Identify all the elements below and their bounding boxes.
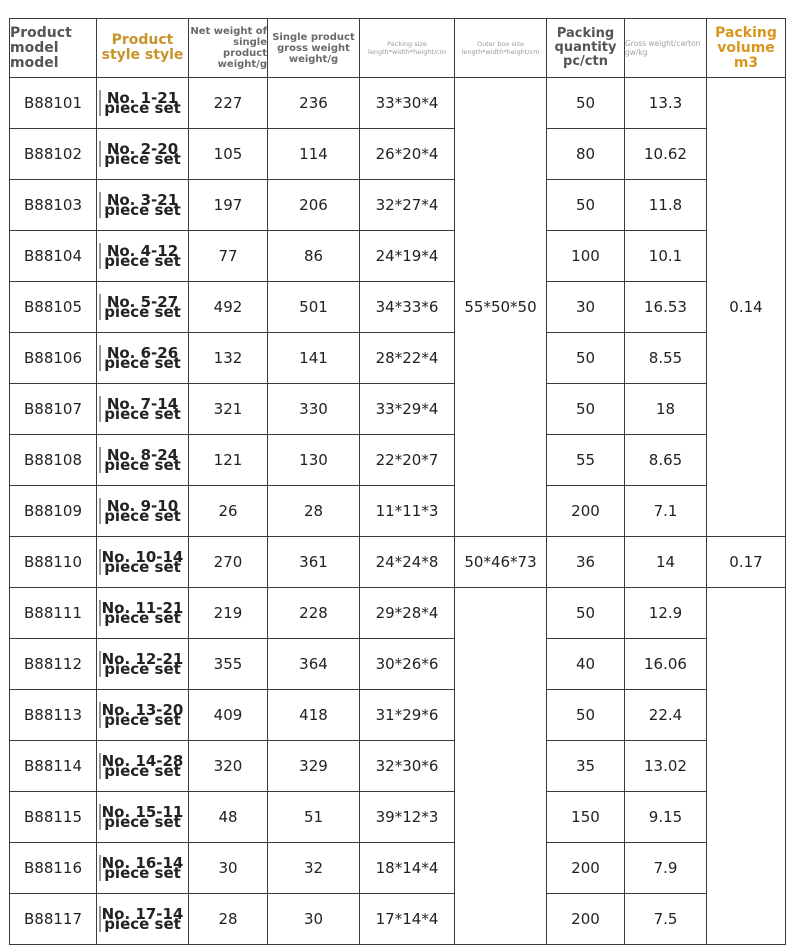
table-row xyxy=(10,486,786,537)
style-label: No. 1-21 piece set xyxy=(104,89,181,117)
gross-weight-carton-cell: 14 xyxy=(625,537,707,588)
table-row xyxy=(10,843,786,894)
packing-size-cell: 33*29*4 xyxy=(360,384,455,435)
table-row xyxy=(10,231,786,282)
outer-box-size-cell: 50*46*73 xyxy=(455,537,547,588)
table-row xyxy=(10,741,786,792)
packing-quantity-cell: 35 xyxy=(547,741,625,792)
packing-size-cell: 31*29*6 xyxy=(360,690,455,741)
product-style-cell xyxy=(97,129,189,180)
gross-weight-carton-cell: 10.62 xyxy=(625,129,707,180)
gross-weight-carton-cell: 22.4 xyxy=(625,690,707,741)
gross-weight-carton-cell: 13.3 xyxy=(625,78,707,129)
table-row xyxy=(10,588,786,639)
packing-volume-cell xyxy=(707,588,786,945)
packing-quantity-cell: 200 xyxy=(547,843,625,894)
product-spec-table xyxy=(9,18,786,945)
net-weight-cell: 219 xyxy=(189,588,268,639)
gross-weight-cell: 330 xyxy=(268,384,360,435)
net-weight-cell: 105 xyxy=(189,129,268,180)
packing-size-cell: 32*30*6 xyxy=(360,741,455,792)
style-label: No. 3-21 piece set xyxy=(104,191,181,219)
packing-quantity-cell: 200 xyxy=(547,486,625,537)
gross-weight-cell: 32 xyxy=(268,843,360,894)
header-packing-size: Packing size length*width*height/cm xyxy=(360,19,455,78)
product-model-cell: B88114 xyxy=(10,741,97,792)
table-row xyxy=(10,435,786,486)
product-style-cell xyxy=(97,435,189,486)
header-net-weight: Net weight of single product weight/g xyxy=(189,19,268,78)
style-label: No. 4-12 piece set xyxy=(104,242,181,270)
gross-weight-cell: 329 xyxy=(268,741,360,792)
net-weight-cell: 77 xyxy=(189,231,268,282)
packing-quantity-cell: 55 xyxy=(547,435,625,486)
packing-quantity-cell: 50 xyxy=(547,690,625,741)
table-row xyxy=(10,384,786,435)
net-weight-cell: 492 xyxy=(189,282,268,333)
product-style-cell xyxy=(97,384,189,435)
packing-quantity-cell: 50 xyxy=(547,384,625,435)
packing-quantity-cell: 150 xyxy=(547,792,625,843)
product-model-cell: B88101 xyxy=(10,78,97,129)
gross-weight-carton-cell: 11.8 xyxy=(625,180,707,231)
packing-size-cell: 39*12*3 xyxy=(360,792,455,843)
table-row xyxy=(10,129,786,180)
table-row xyxy=(10,537,786,588)
product-model-cell: B88112 xyxy=(10,639,97,690)
net-weight-cell: 321 xyxy=(189,384,268,435)
packing-size-cell: 17*14*4 xyxy=(360,894,455,945)
style-label: No. 14-28 piece set xyxy=(101,752,184,780)
style-label: No. 9-10 piece set xyxy=(104,497,181,525)
net-weight-cell: 121 xyxy=(189,435,268,486)
product-style-cell xyxy=(97,282,189,333)
product-model-cell: B88108 xyxy=(10,435,97,486)
header-packing-quantity: Packing quantity pc/ctn xyxy=(547,19,625,78)
net-weight-cell: 197 xyxy=(189,180,268,231)
net-weight-cell: 227 xyxy=(189,78,268,129)
table-row xyxy=(10,690,786,741)
table-row xyxy=(10,792,786,843)
style-label: No. 10-14 piece set xyxy=(101,548,184,576)
product-style-cell xyxy=(97,639,189,690)
table-row xyxy=(10,894,786,945)
net-weight-cell: 355 xyxy=(189,639,268,690)
packing-size-cell: 33*30*4 xyxy=(360,78,455,129)
product-model-cell: B88104 xyxy=(10,231,97,282)
style-label: No. 15-11 piece set xyxy=(101,803,184,831)
gross-weight-cell: 114 xyxy=(268,129,360,180)
table-row xyxy=(10,180,786,231)
gross-weight-carton-cell: 16.06 xyxy=(625,639,707,690)
product-model-cell: B88116 xyxy=(10,843,97,894)
packing-size-cell: 29*28*4 xyxy=(360,588,455,639)
product-style-cell xyxy=(97,588,189,639)
table-row xyxy=(10,639,786,690)
net-weight-cell: 132 xyxy=(189,333,268,384)
packing-quantity-cell: 100 xyxy=(547,231,625,282)
packing-volume-cell: 0.17 xyxy=(707,537,786,588)
product-style-cell xyxy=(97,537,189,588)
packing-volume-cell: 0.14 xyxy=(707,78,786,537)
gross-weight-cell: 501 xyxy=(268,282,360,333)
packing-size-cell: 24*19*4 xyxy=(360,231,455,282)
net-weight-cell: 320 xyxy=(189,741,268,792)
table-row xyxy=(10,282,786,333)
gross-weight-carton-cell: 7.5 xyxy=(625,894,707,945)
product-style-cell xyxy=(97,843,189,894)
packing-size-cell: 30*26*6 xyxy=(360,639,455,690)
header-outer-box-size: Outer box size length*width*height/cm xyxy=(455,19,547,78)
gross-weight-cell: 141 xyxy=(268,333,360,384)
gross-weight-cell: 361 xyxy=(268,537,360,588)
product-model-cell: B88102 xyxy=(10,129,97,180)
product-model-cell: B88109 xyxy=(10,486,97,537)
style-label: No. 11-21 piece set xyxy=(101,599,184,627)
table-row xyxy=(10,333,786,384)
style-label: No. 16-14 piece set xyxy=(101,854,184,882)
gross-weight-carton-cell: 13.02 xyxy=(625,741,707,792)
style-label: No. 5-27 piece set xyxy=(104,293,181,321)
product-style-cell xyxy=(97,690,189,741)
gross-weight-carton-cell: 16.53 xyxy=(625,282,707,333)
gross-weight-carton-cell: 10.1 xyxy=(625,231,707,282)
packing-size-cell: 11*11*3 xyxy=(360,486,455,537)
header-gross-weight-carton: Gross weight/carton gw/kg xyxy=(625,19,707,78)
product-style-cell xyxy=(97,486,189,537)
gross-weight-cell: 51 xyxy=(268,792,360,843)
gross-weight-carton-cell: 7.1 xyxy=(625,486,707,537)
product-model-cell: B88113 xyxy=(10,690,97,741)
gross-weight-carton-cell: 8.55 xyxy=(625,333,707,384)
product-model-cell: B88115 xyxy=(10,792,97,843)
packing-quantity-cell: 50 xyxy=(547,78,625,129)
style-label: No. 8-24 piece set xyxy=(104,446,181,474)
header-gross-weight: Single product gross weight weight/g xyxy=(268,19,360,78)
gross-weight-cell: 86 xyxy=(268,231,360,282)
header-packing-volume: Packing volume m3 xyxy=(707,19,786,78)
product-style-cell xyxy=(97,792,189,843)
gross-weight-carton-cell: 8.65 xyxy=(625,435,707,486)
style-label: No. 12-21 piece set xyxy=(101,650,184,678)
product-model-cell: B88117 xyxy=(10,894,97,945)
packing-size-cell: 22*20*7 xyxy=(360,435,455,486)
product-model-cell: B88107 xyxy=(10,384,97,435)
gross-weight-cell: 30 xyxy=(268,894,360,945)
outer-box-size-cell xyxy=(455,588,547,945)
style-label: No. 2-20 piece set xyxy=(104,140,181,168)
style-label: No. 7-14 piece set xyxy=(104,395,181,423)
gross-weight-carton-cell: 18 xyxy=(625,384,707,435)
net-weight-cell: 26 xyxy=(189,486,268,537)
header-row xyxy=(10,19,786,78)
net-weight-cell: 28 xyxy=(189,894,268,945)
style-label: No. 6-26 piece set xyxy=(104,344,181,372)
packing-quantity-cell: 50 xyxy=(547,333,625,384)
packing-quantity-cell: 200 xyxy=(547,894,625,945)
product-style-cell xyxy=(97,333,189,384)
gross-weight-cell: 206 xyxy=(268,180,360,231)
packing-quantity-cell: 36 xyxy=(547,537,625,588)
net-weight-cell: 409 xyxy=(189,690,268,741)
packing-quantity-cell: 30 xyxy=(547,282,625,333)
packing-size-cell: 28*22*4 xyxy=(360,333,455,384)
product-model-cell: B88106 xyxy=(10,333,97,384)
product-style-cell xyxy=(97,231,189,282)
product-style-cell xyxy=(97,741,189,792)
gross-weight-cell: 364 xyxy=(268,639,360,690)
packing-quantity-cell: 80 xyxy=(547,129,625,180)
net-weight-cell: 270 xyxy=(189,537,268,588)
packing-size-cell: 24*24*8 xyxy=(360,537,455,588)
gross-weight-cell: 228 xyxy=(268,588,360,639)
product-model-cell: B88111 xyxy=(10,588,97,639)
product-model-cell: B88103 xyxy=(10,180,97,231)
gross-weight-carton-cell: 7.9 xyxy=(625,843,707,894)
outer-box-size-cell: 55*50*50 xyxy=(455,78,547,537)
product-style-cell xyxy=(97,78,189,129)
product-model-cell: B88110 xyxy=(10,537,97,588)
product-model-cell: B88105 xyxy=(10,282,97,333)
packing-size-cell: 32*27*4 xyxy=(360,180,455,231)
packing-quantity-cell: 50 xyxy=(547,180,625,231)
table-row xyxy=(10,78,786,129)
gross-weight-carton-cell: 9.15 xyxy=(625,792,707,843)
packing-size-cell: 34*33*6 xyxy=(360,282,455,333)
product-style-cell xyxy=(97,894,189,945)
gross-weight-carton-cell: 12.9 xyxy=(625,588,707,639)
net-weight-cell: 48 xyxy=(189,792,268,843)
gross-weight-cell: 236 xyxy=(268,78,360,129)
gross-weight-cell: 130 xyxy=(268,435,360,486)
style-label: No. 13-20 piece set xyxy=(101,701,184,729)
net-weight-cell: 30 xyxy=(189,843,268,894)
style-label: No. 17-14 piece set xyxy=(101,905,184,933)
gross-weight-cell: 418 xyxy=(268,690,360,741)
product-style-cell xyxy=(97,180,189,231)
packing-size-cell: 18*14*4 xyxy=(360,843,455,894)
packing-quantity-cell: 50 xyxy=(547,588,625,639)
header-product-model: Product model model xyxy=(10,19,97,78)
packing-quantity-cell: 40 xyxy=(547,639,625,690)
header-product-style: Product style style xyxy=(97,19,189,78)
packing-size-cell: 26*20*4 xyxy=(360,129,455,180)
gross-weight-cell: 28 xyxy=(268,486,360,537)
